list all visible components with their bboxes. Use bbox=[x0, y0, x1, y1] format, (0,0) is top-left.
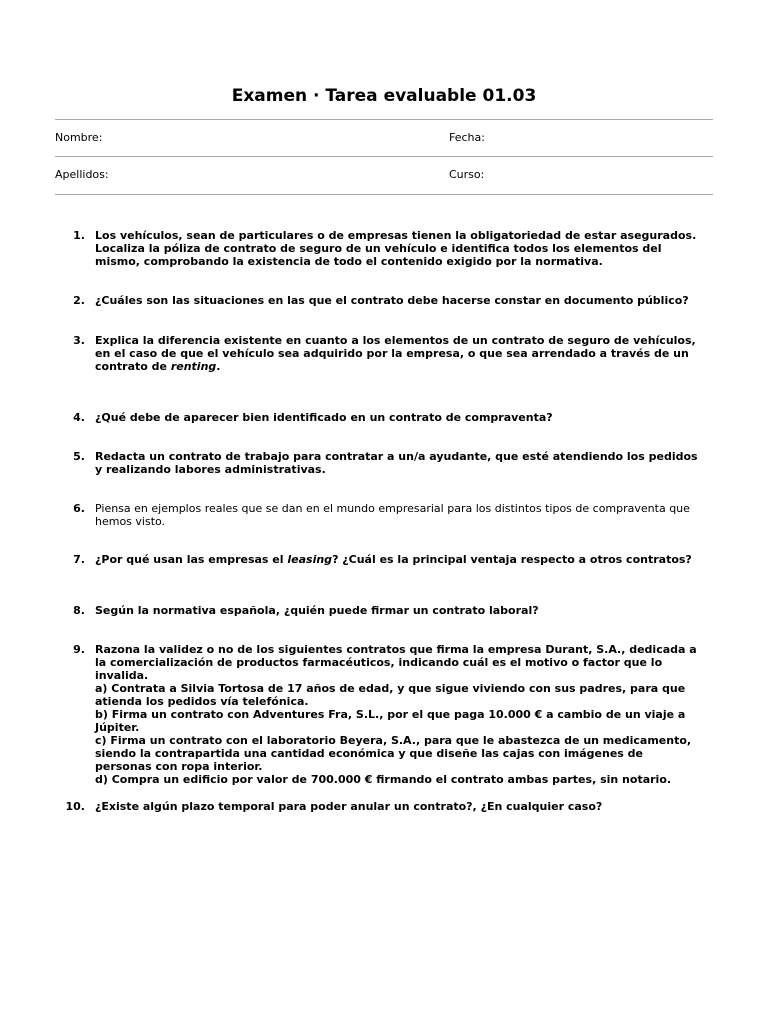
question-text-part: Explica la diferencia existente en cuanto a los elementos de un contrato de seguro de vehículos, en el caso de que el vehículo sea adquirido por la empresa, o que sea arrendado a través de un contrato de bbox=[95, 334, 696, 373]
exam-title: Examen · Tarea evaluable 01.03 bbox=[231, 86, 537, 106]
question-number: 4. bbox=[73, 411, 85, 424]
question-text: Los vehículos, sean de particulares o de empresas tienen la obligatoriedad de estar asegurados. Localiza la póliza de contrato de seguro de un vehículo e identifica todos los elementos del mismo, comprobando la existencia de todo el contenido exigido por la normativa. bbox=[95, 229, 697, 268]
question-option-b: b) Firma un contrato con Adventures Fra, S.L., por el que paga 10.000 € a cambio de un viaje a Júpiter. bbox=[95, 708, 686, 734]
divider bbox=[55, 156, 713, 157]
question-text: ¿Qué debe de aparecer bien identificado en un contrato de compraventa? bbox=[95, 411, 553, 424]
question-text: ¿Existe algún plazo temporal para poder anular un contrato?, ¿En cualquier caso? bbox=[95, 800, 603, 813]
question-option-a: a) Contrata a Silvia Tortosa de 17 años de edad, y que sigue viviendo con sus padres, para que atienda los pedidos vía telefónica. bbox=[95, 682, 686, 708]
question-number: 10. bbox=[65, 800, 85, 813]
divider bbox=[55, 194, 713, 195]
question-line: Razona la validez o no de los siguientes contratos que firma la empresa Durant, S.A., dedicada a la comercialización de productos farmacéuticos, indicando cuál es el motivo o factor que lo invalida. bbox=[95, 643, 697, 682]
question-text: Piensa en ejemplos reales que se dan en el mundo empresarial para los distintos tipos de compraventa que hemos visto. bbox=[95, 502, 690, 528]
question-option-c: c) Firma un contrato con el laboratorio Beyera, S.A., para que le abastezca de un medicamento, siendo la contrapartida una cantidad económica y que diseñe las cajas con imágenes de personas con ropa interior. bbox=[95, 734, 692, 773]
question-number: 7. bbox=[73, 553, 85, 566]
question-number: 1. bbox=[73, 229, 85, 242]
question-text: Redacta un contrato de trabajo para contratar a un/a ayudante, que esté atendiendo los pedidos y realizando labores administrativas. bbox=[95, 450, 698, 476]
question-number: 2. bbox=[73, 294, 85, 307]
question-number: 5. bbox=[73, 450, 85, 463]
question-text-part: ¿Por qué usan las empresas el bbox=[95, 553, 288, 566]
question-text bbox=[95, 553, 700, 566]
question-number: 8. bbox=[73, 604, 85, 617]
course-label: Curso: bbox=[449, 168, 485, 181]
question-text: ¿Cuáles son las situaciones en las que el contrato debe hacerse constar en documento público? bbox=[95, 294, 689, 307]
question-text bbox=[95, 334, 700, 373]
surname-label: Apellidos: bbox=[55, 168, 109, 181]
question-number: 6. bbox=[73, 502, 85, 515]
question-text-italic: renting bbox=[170, 360, 217, 373]
question-number: 9. bbox=[73, 643, 85, 656]
question-number: 3. bbox=[73, 334, 85, 347]
date-label: Fecha: bbox=[449, 131, 485, 144]
question-option-d: d) Compra un edificio por valor de 700.000 € firmando el contrato ambas partes, sin notario. bbox=[95, 773, 672, 786]
name-label: Nombre: bbox=[55, 131, 103, 144]
question-text: Según la normativa española, ¿quién puede firmar un contrato laboral? bbox=[95, 604, 539, 617]
question-text-italic: leasing bbox=[287, 553, 333, 566]
question-text-part: ? ¿Cuál es la principal ventaja respecto a otros contratos? bbox=[332, 553, 692, 566]
divider bbox=[55, 119, 713, 120]
question-text-part: . bbox=[216, 360, 221, 373]
question-text bbox=[95, 643, 700, 786]
